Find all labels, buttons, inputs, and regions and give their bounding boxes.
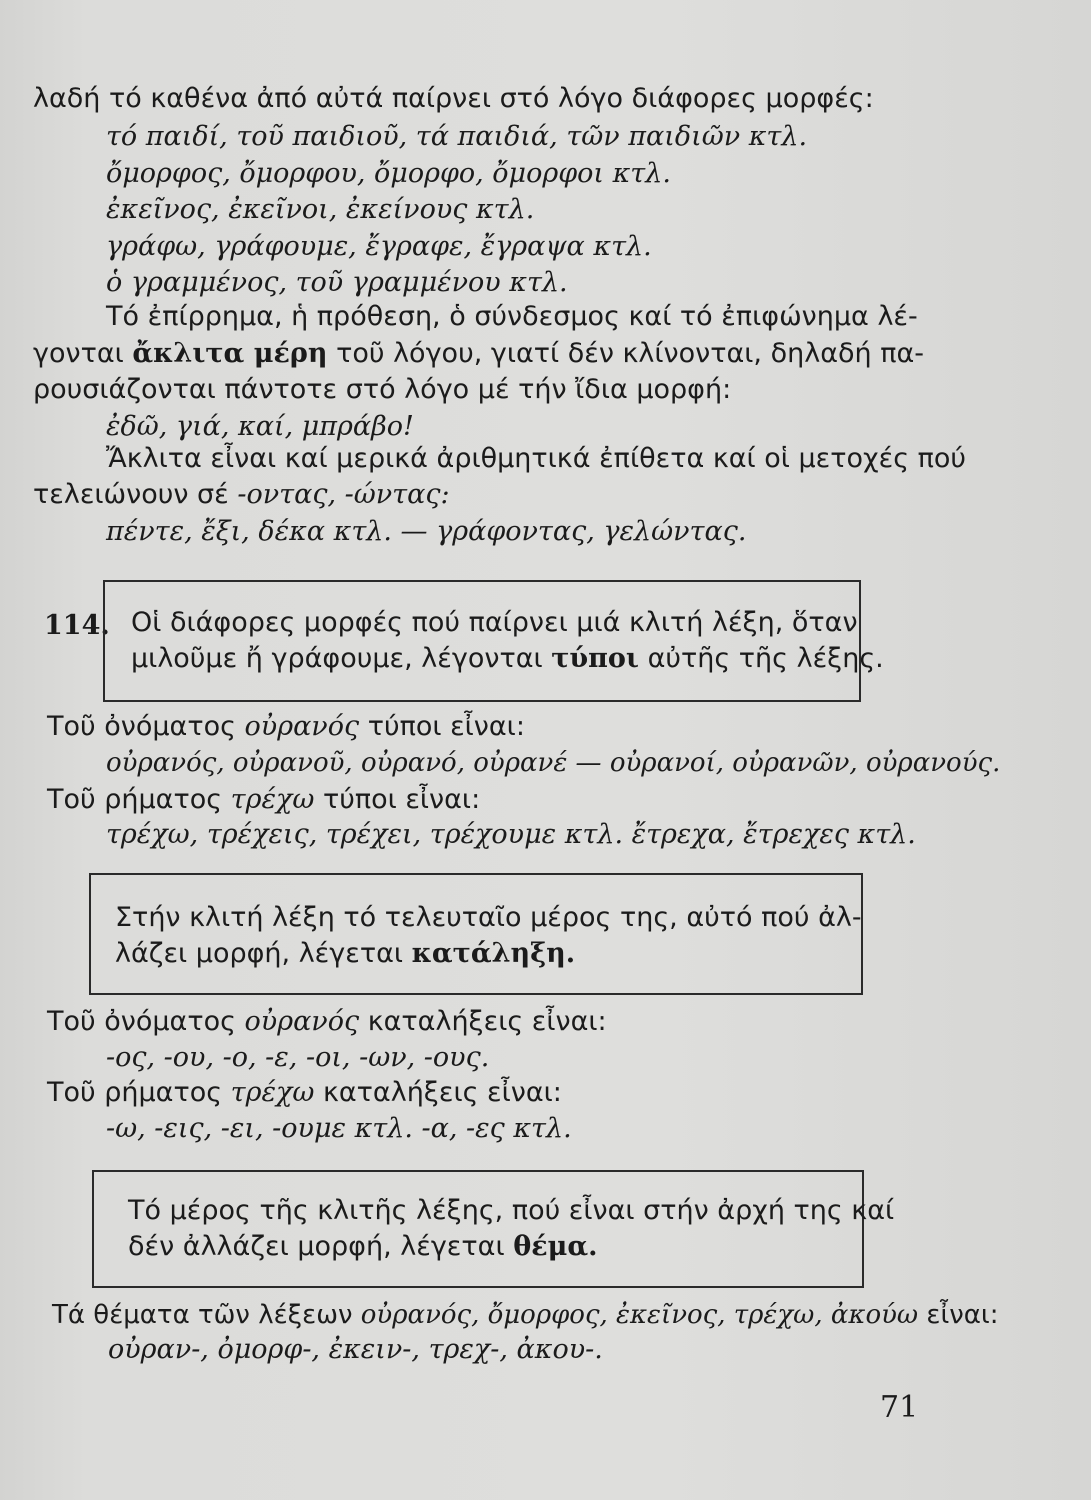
example-line: -ος, -ου, -ο, -ε, -οι, -ων, -ους.	[106, 1042, 490, 1073]
example-line: ὄμορφος, ὄμορφου, ὄμορφο, ὄμορφοι κτλ.	[106, 158, 671, 189]
example-line: πέντε, ἔξι, δέκα κτλ. — γράφοντας, γελώντας.	[106, 516, 747, 547]
text-span: αὐτῆς τῆς λέξης.	[647, 643, 884, 674]
bold-term: ἄκλιτα μέρη	[132, 338, 328, 369]
definition-box	[89, 873, 863, 995]
text-span: τύποι εἶναι:	[322, 784, 481, 815]
text-span: γονται	[33, 338, 124, 369]
text-span: λάζει μορφή, λέγεται	[115, 938, 404, 969]
bold-term: θέμα.	[513, 1231, 598, 1262]
box-line	[128, 1230, 598, 1264]
text-span: καταλήξεις εἶναι:	[367, 1006, 607, 1037]
paragraph-line	[47, 1076, 562, 1110]
paragraph-line	[47, 710, 525, 744]
intro-line: λαδή τό καθένα ἀπό αὐτά παίρνει στό λόγο διάφορες μορφές:	[33, 83, 874, 114]
definition-box	[92, 1170, 895, 1288]
italic-term: οὐρανός	[244, 1006, 360, 1037]
box-line: Στήν κλιτή λέξη τό τελευταῖο μέρος της, αὐτό πού ἀλ-	[115, 902, 862, 933]
paragraph-line	[52, 1298, 998, 1332]
italic-term: -οντας, -ώντας:	[237, 479, 450, 510]
example-line: οὐραν-, ὀμορφ-, ἐκειν-, τρεχ-, ἀκου-.	[108, 1334, 603, 1365]
example-line: ὁ γραμμένος, τοῦ γραμμένου κτλ.	[106, 267, 568, 298]
box-line	[115, 937, 575, 971]
box-line	[131, 642, 884, 676]
example-line: γράφω, γράφουμε, ἔγραφε, ἔγραψα κτλ.	[106, 231, 652, 262]
box-line: Τό μέρος τῆς κλιτῆς λέξης, πού εἶναι στήν ἀρχή της καί	[128, 1195, 895, 1226]
text-span: καταλήξεις εἶναι:	[322, 1077, 562, 1108]
text-span: μιλοῦμε ἤ γράφουμε, λέγονται	[131, 643, 543, 674]
example-line: ἐκεῖνος, ἐκεῖνοι, ἐκείνους κτλ.	[106, 194, 535, 225]
paragraph-line: Τό ἐπίρρημα, ἡ πρόθεση, ὁ σύνδεσμος καί τό ἐπιφώνημα λέ-	[106, 301, 918, 332]
text-span: Τοῦ ὀνόματος	[47, 711, 236, 742]
text-span: εἶναι:	[926, 1300, 999, 1330]
section-number: 114.	[44, 610, 110, 641]
italic-term: τρέχω	[230, 1077, 315, 1108]
text-span: τύποι εἶναι:	[367, 711, 525, 742]
italic-term: οὐρανός, ὄμορφος, ἐκεῖνος, τρέχω, ἀκούω	[360, 1300, 919, 1330]
paragraph-line: Ἄκλιτα εἶναι καί μερικά ἀριθμητικά ἐπίθετα καί οἱ μετοχές πού	[106, 443, 967, 474]
text-span: Τοῦ ρήματος	[47, 1077, 223, 1108]
text-span: τοῦ λόγου, γιατί δέν κλίνονται, δηλαδή πα-	[336, 338, 925, 369]
box-line: Οἱ διάφορες μορφές πού παίρνει μιά κλιτή λέξη, ὅταν	[131, 607, 858, 638]
italic-term: οὐρανός	[244, 711, 360, 742]
example-line: τό παιδί, τοῦ παιδιοῦ, τά παιδιά, τῶν παιδιῶν κτλ.	[106, 121, 808, 152]
text-span: Τοῦ ὀνόματος	[47, 1006, 236, 1037]
example-line: οὐρανός, οὐρανοῦ, οὐρανό, οὐρανέ — οὐρανοί, οὐρανῶν, οὐρανούς.	[106, 748, 1001, 778]
text-span: Τά θέματα τῶν λέξεων	[52, 1300, 353, 1330]
paragraph-line	[33, 337, 924, 371]
paragraph-line	[47, 1005, 607, 1039]
text-span: Τοῦ ρήματος	[47, 784, 223, 815]
paragraph-line	[33, 478, 450, 512]
example-line: ἐδῶ, γιά, καί, μπράβο!	[106, 411, 414, 442]
paragraph-line	[47, 783, 480, 817]
page-number: 71	[880, 1390, 919, 1425]
text-span: τελειώνουν σέ	[33, 479, 229, 510]
text-span: δέν ἀλλάζει μορφή, λέγεται	[128, 1231, 505, 1262]
definition-box	[103, 580, 884, 702]
bold-term: κατάληξη.	[411, 938, 576, 969]
bold-term: τύποι	[551, 643, 639, 674]
example-line: -ω, -εις, -ει, -ουμε κτλ. -α, -ες κτλ.	[106, 1113, 572, 1144]
example-line: τρέχω, τρέχεις, τρέχει, τρέχουμε κτλ. ἔτρεχα, ἔτρεχες κτλ.	[106, 819, 916, 850]
italic-term: τρέχω	[230, 784, 315, 815]
paragraph-line: ρουσιάζονται πάντοτε στό λόγο μέ τήν ἴδια μορφή:	[33, 374, 732, 405]
